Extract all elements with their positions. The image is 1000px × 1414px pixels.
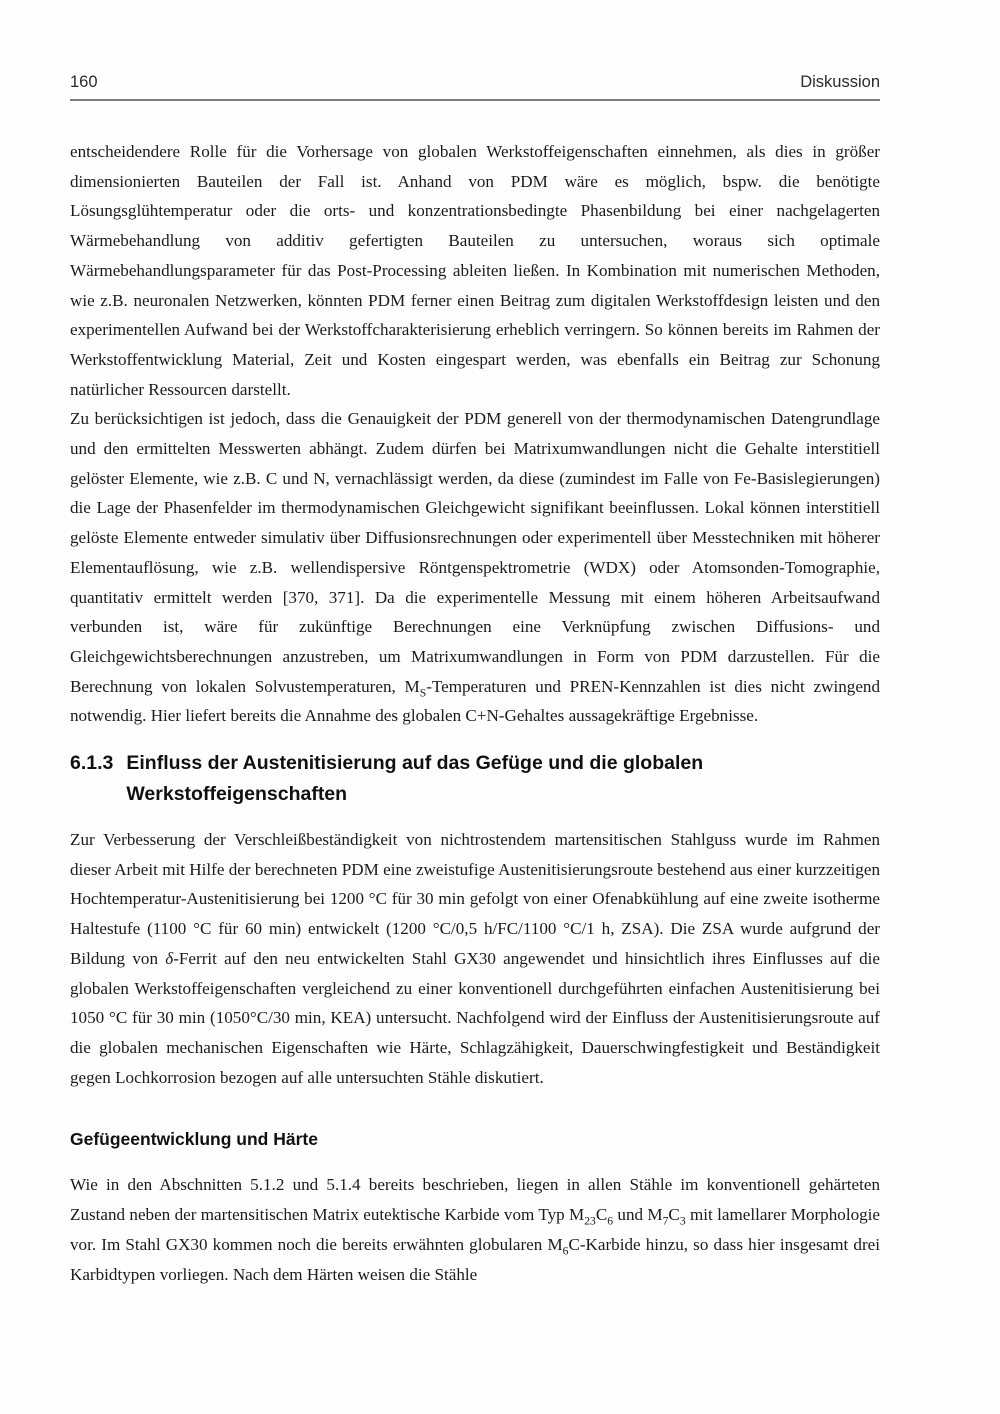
section-title-line: Werkstoffeigenschaften: [126, 782, 348, 805]
text-run: δ: [165, 948, 174, 968]
text-run: Zur Verbesserung der Verschleißbeständigkeit von nichtrostendem martensitischen Stahlguss wurde im Rahmen dieser Arbeit mit Hilfe der berechneten PDM eine zweistufige Austenitisierungsroute bestehend aus einer kurzzeitigen Hochtemperatur-Austenitisierung bei 1200 °C für 30 min gefolgt von einer Ofenabkühlung auf eine zweite isotherme Haltestufe (1100 °C für 60 min) entwickelt (1200 °C/0,5 h/FC/1100 °C/1 h, ZSA). Die ZSA wurde aufgrund der Bildung von: [70, 830, 880, 968]
text-run: 6: [562, 1244, 569, 1258]
text-run: 23: [584, 1214, 596, 1228]
text-run: 3: [679, 1214, 686, 1228]
text-run: Zu berücksichtigen ist jedoch, dass die Genauigkeit der PDM generell von der thermodynamischen Datengrundlage und den ermittelten Messwerten abhängt. Zudem dürfen bei Matrixumwandlungen nicht die Gehalte interstitiell gelöster Elemente, wie z.B. C und N, vernachlässigt werden, da diese (zumindest im Falle von Fe-Basislegierungen) die Lage der Phasenfelder im thermodynamischen Gleichgewicht signifikant beeinflussen. Lokal können interstitiell gelöste Elemente entweder simulativ über Diffusionsrechnungen oder experimentell über Messtechniken mit höherer Elementauflösung, wie z.B. wellendispersive Röntgenspektrometrie (WDX) oder Atomsonden-Tomographie, quantitativ ermittelt werden [370, 371]. Da die experimentelle Messung mit einem höheren Arbeitsaufwand verbunden ist, wäre für zukünftige Berechnungen eine Verknüpfung zwischen Diffusions- und Gleichgewichtsberechnungen anzustreben, um Matrixumwandlungen in Form von PDM darzustellen. Für die Berechnung von lokalen Solvustemperaturen, M: [70, 409, 880, 696]
paragraph-pdm-potential: [70, 137, 880, 404]
text-run: -Temperaturen und PREN-Kennzahlen ist dies nicht zwingend notwendig. Hier liefert bereits die Annahme des globalen C+N-Gehaltes aussagekräftige Ergebnisse.: [70, 676, 880, 726]
paragraph-karbidtypen: [70, 1170, 880, 1289]
section-heading: [70, 748, 880, 809]
text-run: 7: [662, 1214, 669, 1228]
text-run: 6: [607, 1214, 614, 1228]
text-run: S: [419, 686, 427, 700]
paragraph-austenitisierungsroute: [70, 825, 880, 1092]
section-title-line: Einfluss der Austenitisierung auf das Gefüge und die globalen: [126, 752, 704, 775]
page-number: 160: [70, 73, 98, 91]
section-number: 6.1.3: [70, 752, 114, 775]
chapter-title: Diskussion: [800, 73, 880, 91]
paragraph-pdm-limitations: [70, 404, 880, 731]
text-run: C: [595, 1205, 608, 1225]
page-header: [70, 73, 880, 101]
text-run: und M: [613, 1205, 663, 1225]
text-run: -Ferrit auf den neu entwickelten Stahl GX30 angewendet und hinsichtlich ihres Einflusses auf die globalen Werkstoffeigenschaften vergleichend zu einer konventionell durchgeführten einfachen Austenitisierung bei 1050 °C für 30 min (1050°C/30 min, KEA) untersucht. Nachfolgend wird der Einfluss der Austenitisierungsroute auf die globalen mechanischen Eigenschaften wie Härte, Schlagzähigkeit, Dauerschwingfestigkeit und Beständigkeit gegen Lochkorrosion bezogen auf alle untersuchten Stähle diskutiert.: [70, 948, 880, 1087]
text-run: C-Karbide hinzu, so dass hier insgesamt drei Karbidtypen vorliegen. Nach dem Härten weisen die Stähle: [70, 1234, 880, 1284]
section-title: [126, 748, 703, 809]
text-run: C: [668, 1205, 680, 1225]
subsection-heading: Gefügeentwicklung und Härte: [70, 1129, 318, 1150]
text-run: entscheidendere Rolle für die Vorhersage von globalen Werkstoffeigenschaften einnehmen, als dies in größer dimensionierten Bauteilen der Fall ist. Anhand von PDM wäre es möglich, bspw. die benötigte Lösungsglühtemperatur oder die orts- und konzentrationsbedingte Phasenbildung bei einer nachgelagerten Wärmebehandlung von additiv gefertigten Bauteilen zu untersuchen, woraus sich optimale Wärmebehandlungsparameter für das Post-Processing ableiten ließen. In Kombination mit numerischen Methoden, wie z.B. neuronalen Netzwerken, könnten PDM ferner einen Beitrag zum digitalen Werkstoffdesign leisten und den experimentellen Aufwand bei der Werkstoffcharakterisierung erheblich verringern. So können bereits im Rahmen der Werkstoffentwicklung Material, Zeit und Kosten eingespart werden, was ebenfalls ein Beitrag zur Schonung natürlicher Ressourcen darstellt.: [70, 142, 880, 399]
document-body: [70, 137, 880, 1289]
text-run: mit lamellarer Morphologie vor. Im Stahl GX30 kommen noch die bereits erwähnten globularen M: [70, 1205, 880, 1254]
text-run: Wie in den Abschnitten 5.1.2 und 5.1.4 bereits beschrieben, liegen in allen Stähle im konventionell gehärteten Zustand neben der martensitischen Matrix eutektische Karbide vom Typ M: [70, 1175, 880, 1225]
